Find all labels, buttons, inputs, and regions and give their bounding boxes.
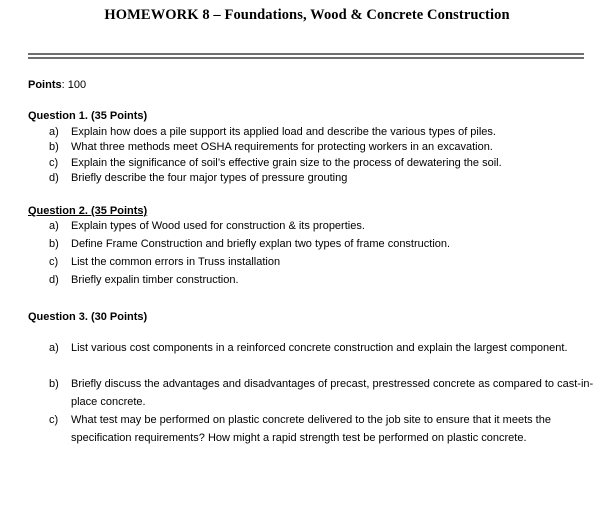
item-letter: a) — [49, 126, 59, 138]
item-letter: c) — [49, 414, 59, 426]
item-letter: b) — [49, 141, 59, 153]
points-value: : 100 — [61, 79, 87, 91]
question-2-item-c — [49, 253, 594, 271]
item-text: Briefly discuss the advantages and disadvantages of precast, prestressed concrete as compared to cast-in-place concrete. — [71, 378, 594, 408]
item-text: Explain how does a pile support its applied load and describe the various types of piles. — [71, 126, 496, 138]
question-1-item-d — [49, 169, 594, 187]
item-text: Explain types of Wood used for construction & its properties. — [71, 220, 365, 232]
item-text: Explain the significance of soil’s effective grain size to the process of dewatering the soil. — [71, 157, 502, 169]
page-title: HOMEWORK 8 – Foundations, Wood & Concrete Construction — [104, 7, 510, 23]
item-text: Briefly expalin timber construction. — [71, 274, 239, 286]
item-text: Define Frame Construction and briefly explan two types of frame construction. — [71, 238, 451, 250]
question-2-item-d — [49, 271, 594, 289]
item-letter: a) — [49, 342, 59, 354]
question-1-heading: Question 1. (35 Points) — [28, 110, 148, 122]
item-letter: d) — [49, 172, 59, 184]
item-letter: c) — [49, 157, 59, 169]
item-text: List the common errors in Truss installation — [71, 256, 281, 268]
question-3-heading: Question 3. (30 Points) — [28, 311, 148, 323]
title-divider-top — [28, 53, 584, 55]
question-2-item-a — [49, 217, 594, 235]
question-3-item-c — [49, 411, 594, 447]
question-2-item-b — [49, 235, 594, 253]
item-letter: b) — [49, 238, 59, 250]
points-label: Points — [28, 79, 62, 91]
points-line — [28, 79, 86, 91]
item-letter: c) — [49, 256, 59, 268]
item-letter: d) — [49, 274, 59, 286]
question-2-heading: Question 2. (35 Points) — [28, 205, 148, 217]
title-divider-bottom — [28, 57, 584, 59]
item-letter: a) — [49, 220, 59, 232]
item-text: What test may be performed on plastic concrete delivered to the job site to ensure that it meets the specification requirements? How might a rapid strength test be performed on plastic concrete. — [71, 414, 551, 444]
item-text: Briefly describe the four major types of pressure grouting — [71, 172, 348, 184]
item-text: List various cost components in a reinforced concrete construction and explain the largest component. — [71, 342, 568, 354]
question-3-item-b — [49, 375, 594, 411]
item-text: What three methods meet OSHA requirements for protecting workers in an excavation. — [71, 141, 493, 153]
question-3-item-a — [49, 339, 594, 357]
item-letter: b) — [49, 378, 59, 390]
